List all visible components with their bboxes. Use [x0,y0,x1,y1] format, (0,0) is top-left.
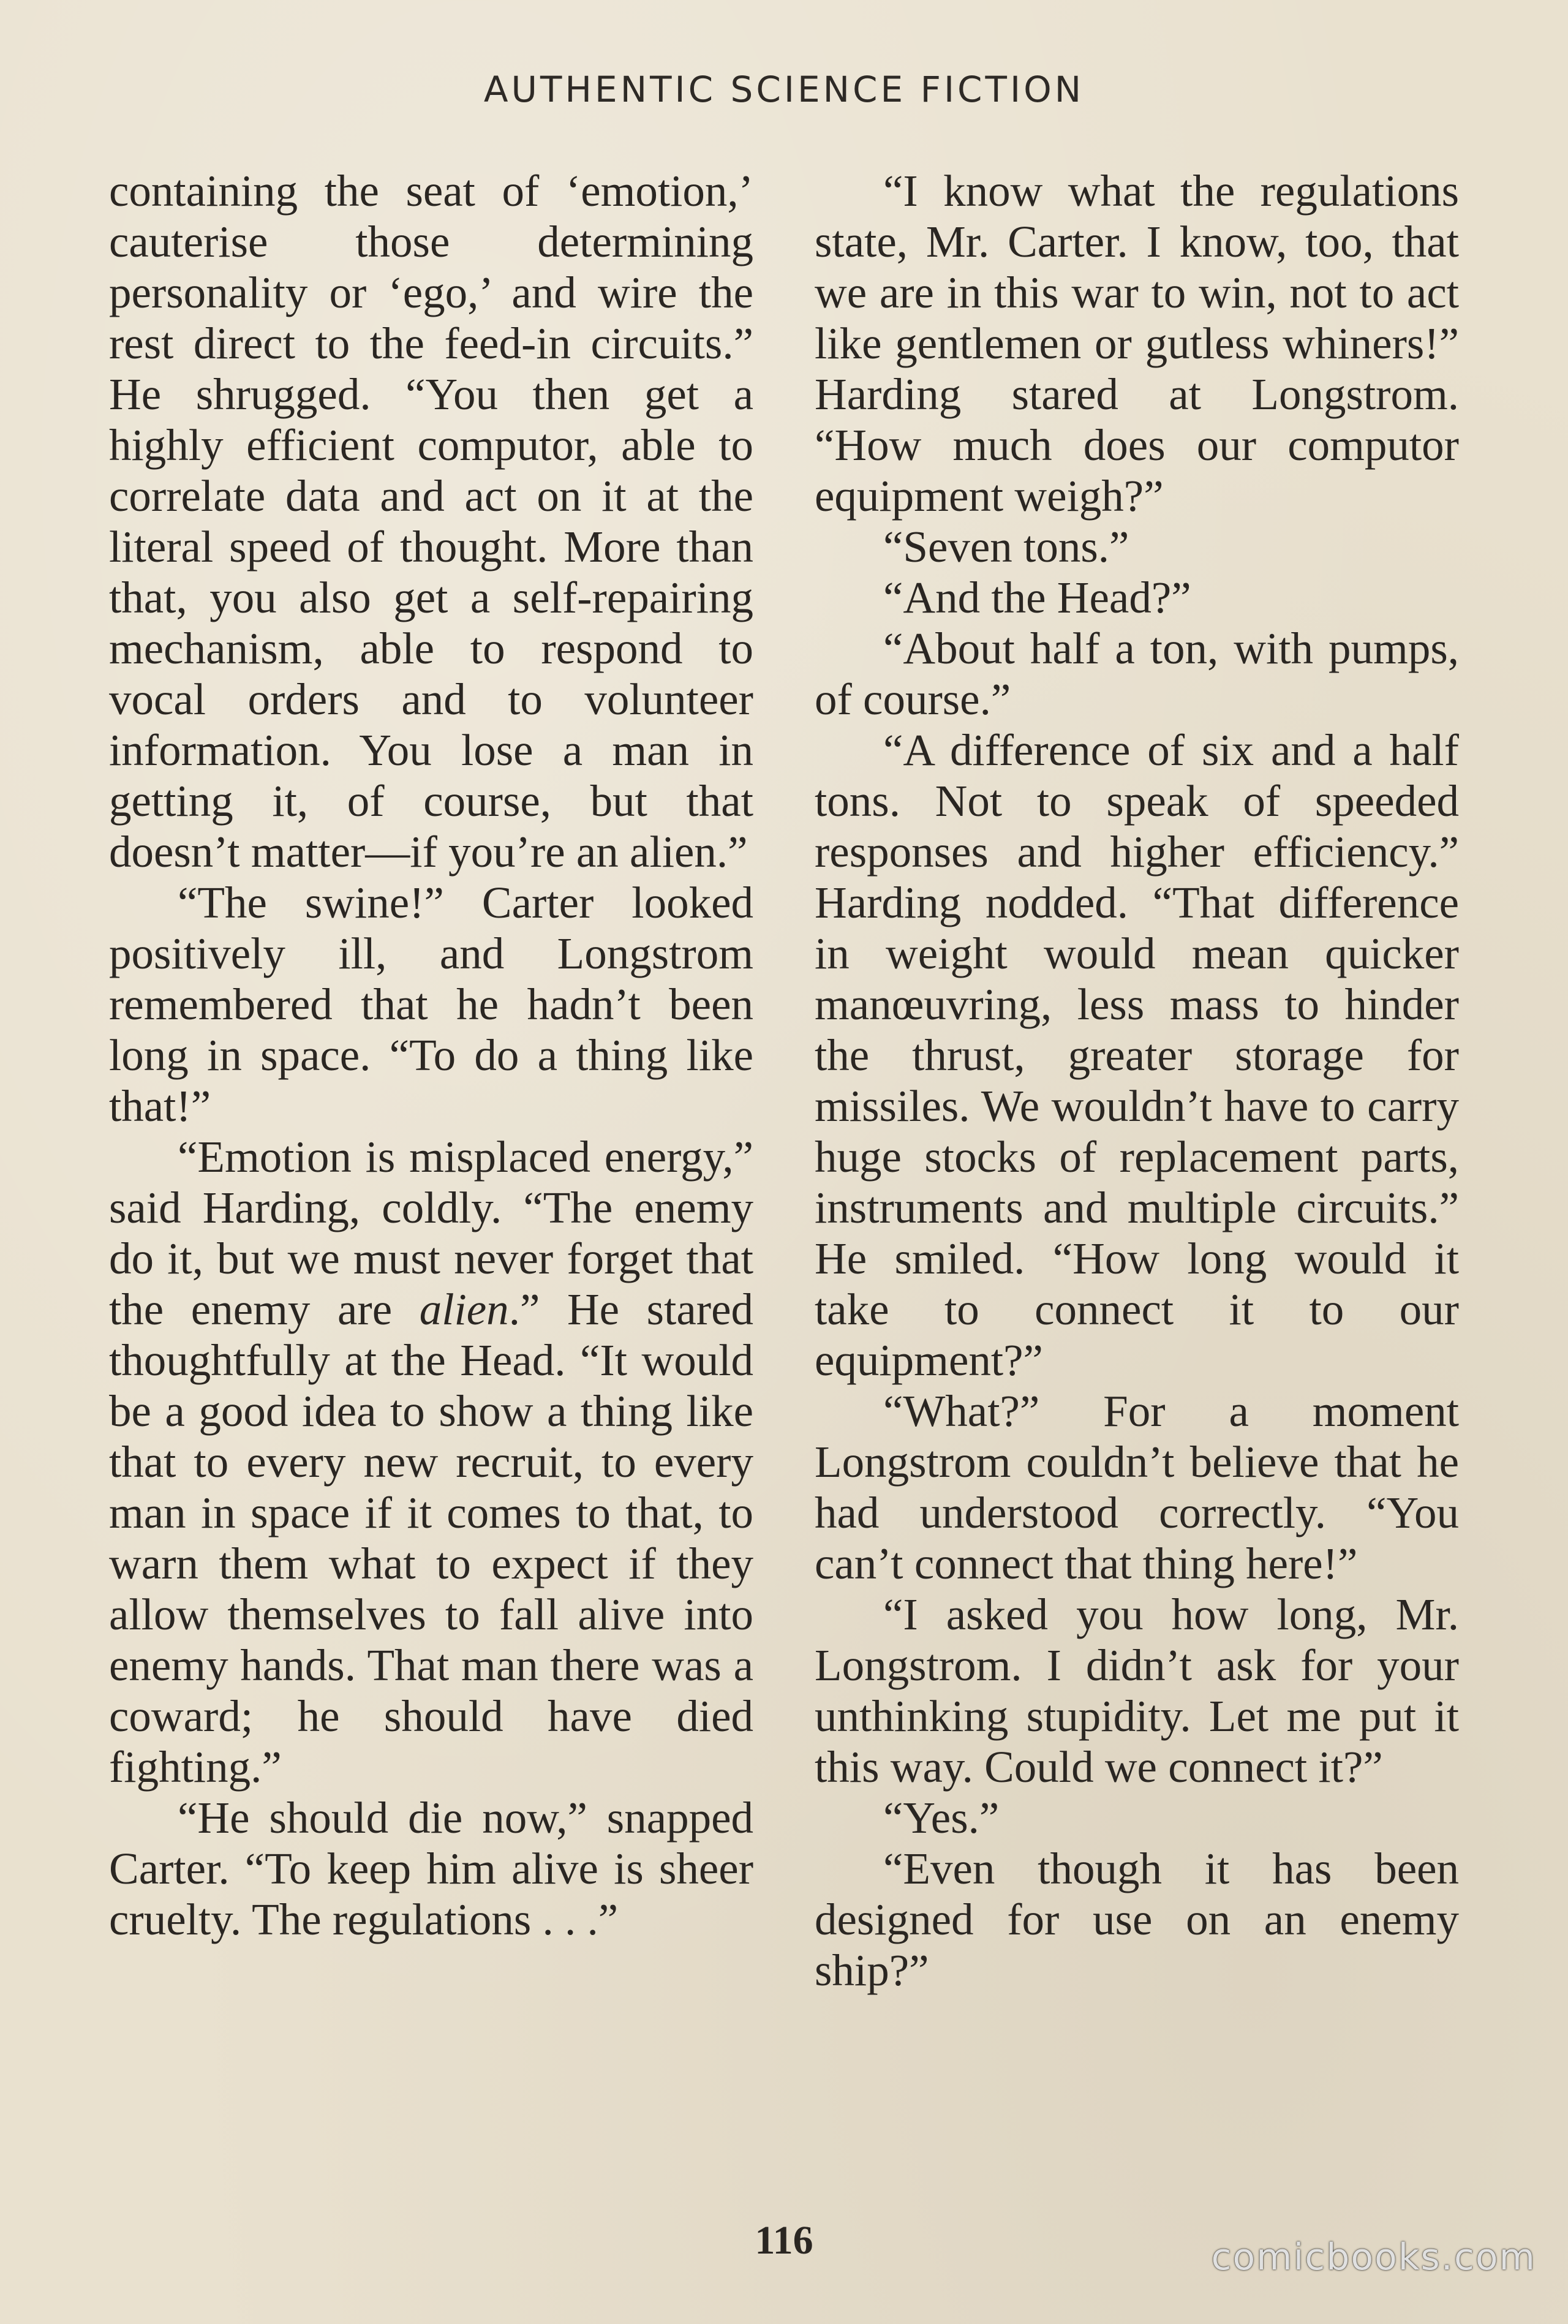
left-para-2: “The swine!” Carter looked positively ill, and Longstrom remembered that he hadn’t been long in space. “To do a thing like that!” [109,878,753,1131]
running-header: AUTHENTIC SCIENCE FICTION [483,69,1085,110]
left-para-3: “Emotion is misplaced energy,” said Harding, coldly. “The enemy do it, but we must never forget that the enemy are alien.” He stared thoughtfully at the Head. “It would be a good idea to show a thing like that to every new recruit, to every man in space if it comes to that, to warn them what to expect if they allow themselves to fall alive into enemy hands. That man there was a coward; he should have died fighting.” [109,1132,753,1792]
right-para-6: “What?” For a moment Longstrom couldn’t believe that he had understood correctly. “You can’t connect that thing here!” [815,1386,1459,1588]
watermark: comicbooks.com [1211,2236,1536,2279]
left-para-1: containing the seat of ‘emotion,’ cauterise those determining personality or ‘ego,’ and wire the rest direct to the feed-in circuits.” He shrugged. “You then get a highly efficient computor, able to correlate data and act on it at the literal speed of thought. More than that, you also get a self-repairing mechanism, able to respond to vocal orders and to volunteer information. You lose a man in getting it, of course, but that doesn’t matter—if you’re an alien.” [109,166,753,877]
right-para-1: “I know what the regulations state, Mr. Carter. I know, too, that we are in this war to win, not to act like gentlemen or gutless whiners!” Harding stared at Longstrom. “How much does our computor equipment weigh?” [815,166,1459,521]
left-column [109,165,753,1945]
right-para-4: “About half a ton, with pumps, of course.” [815,624,1459,724]
right-para-7: “I asked you how long, Mr. Longstrom. I didn’t ask for your unthinking stupidity. Let me put it this way. Could we connect it?” [815,1590,1459,1792]
right-para-3: “And the Head?” [883,573,1191,622]
right-para-8: “Yes.” [883,1793,1000,1843]
page-number: 116 [755,2218,813,2263]
right-para-2: “Seven tons.” [883,522,1129,572]
right-column [815,165,1459,1996]
right-para-9: “Even though it has been designed for use on an enemy ship?” [815,1844,1459,1995]
left-para-4: “He should die now,” snapped Carter. “To keep him alive is sheer cruelty. The regulations . . .” [109,1793,753,1944]
right-para-5: “A difference of six and a half tons. Not to speak of speeded responses and higher efficiency.” Harding nodded. “That difference in weight would mean quicker manœuvring, less mass to hinder the thrust, greater storage for missiles. We wouldn’t have to carry huge stocks of replacement parts, instruments and multiple circuits.” He smiled. “How long would it take to connect it to our equipment?” [815,725,1459,1385]
